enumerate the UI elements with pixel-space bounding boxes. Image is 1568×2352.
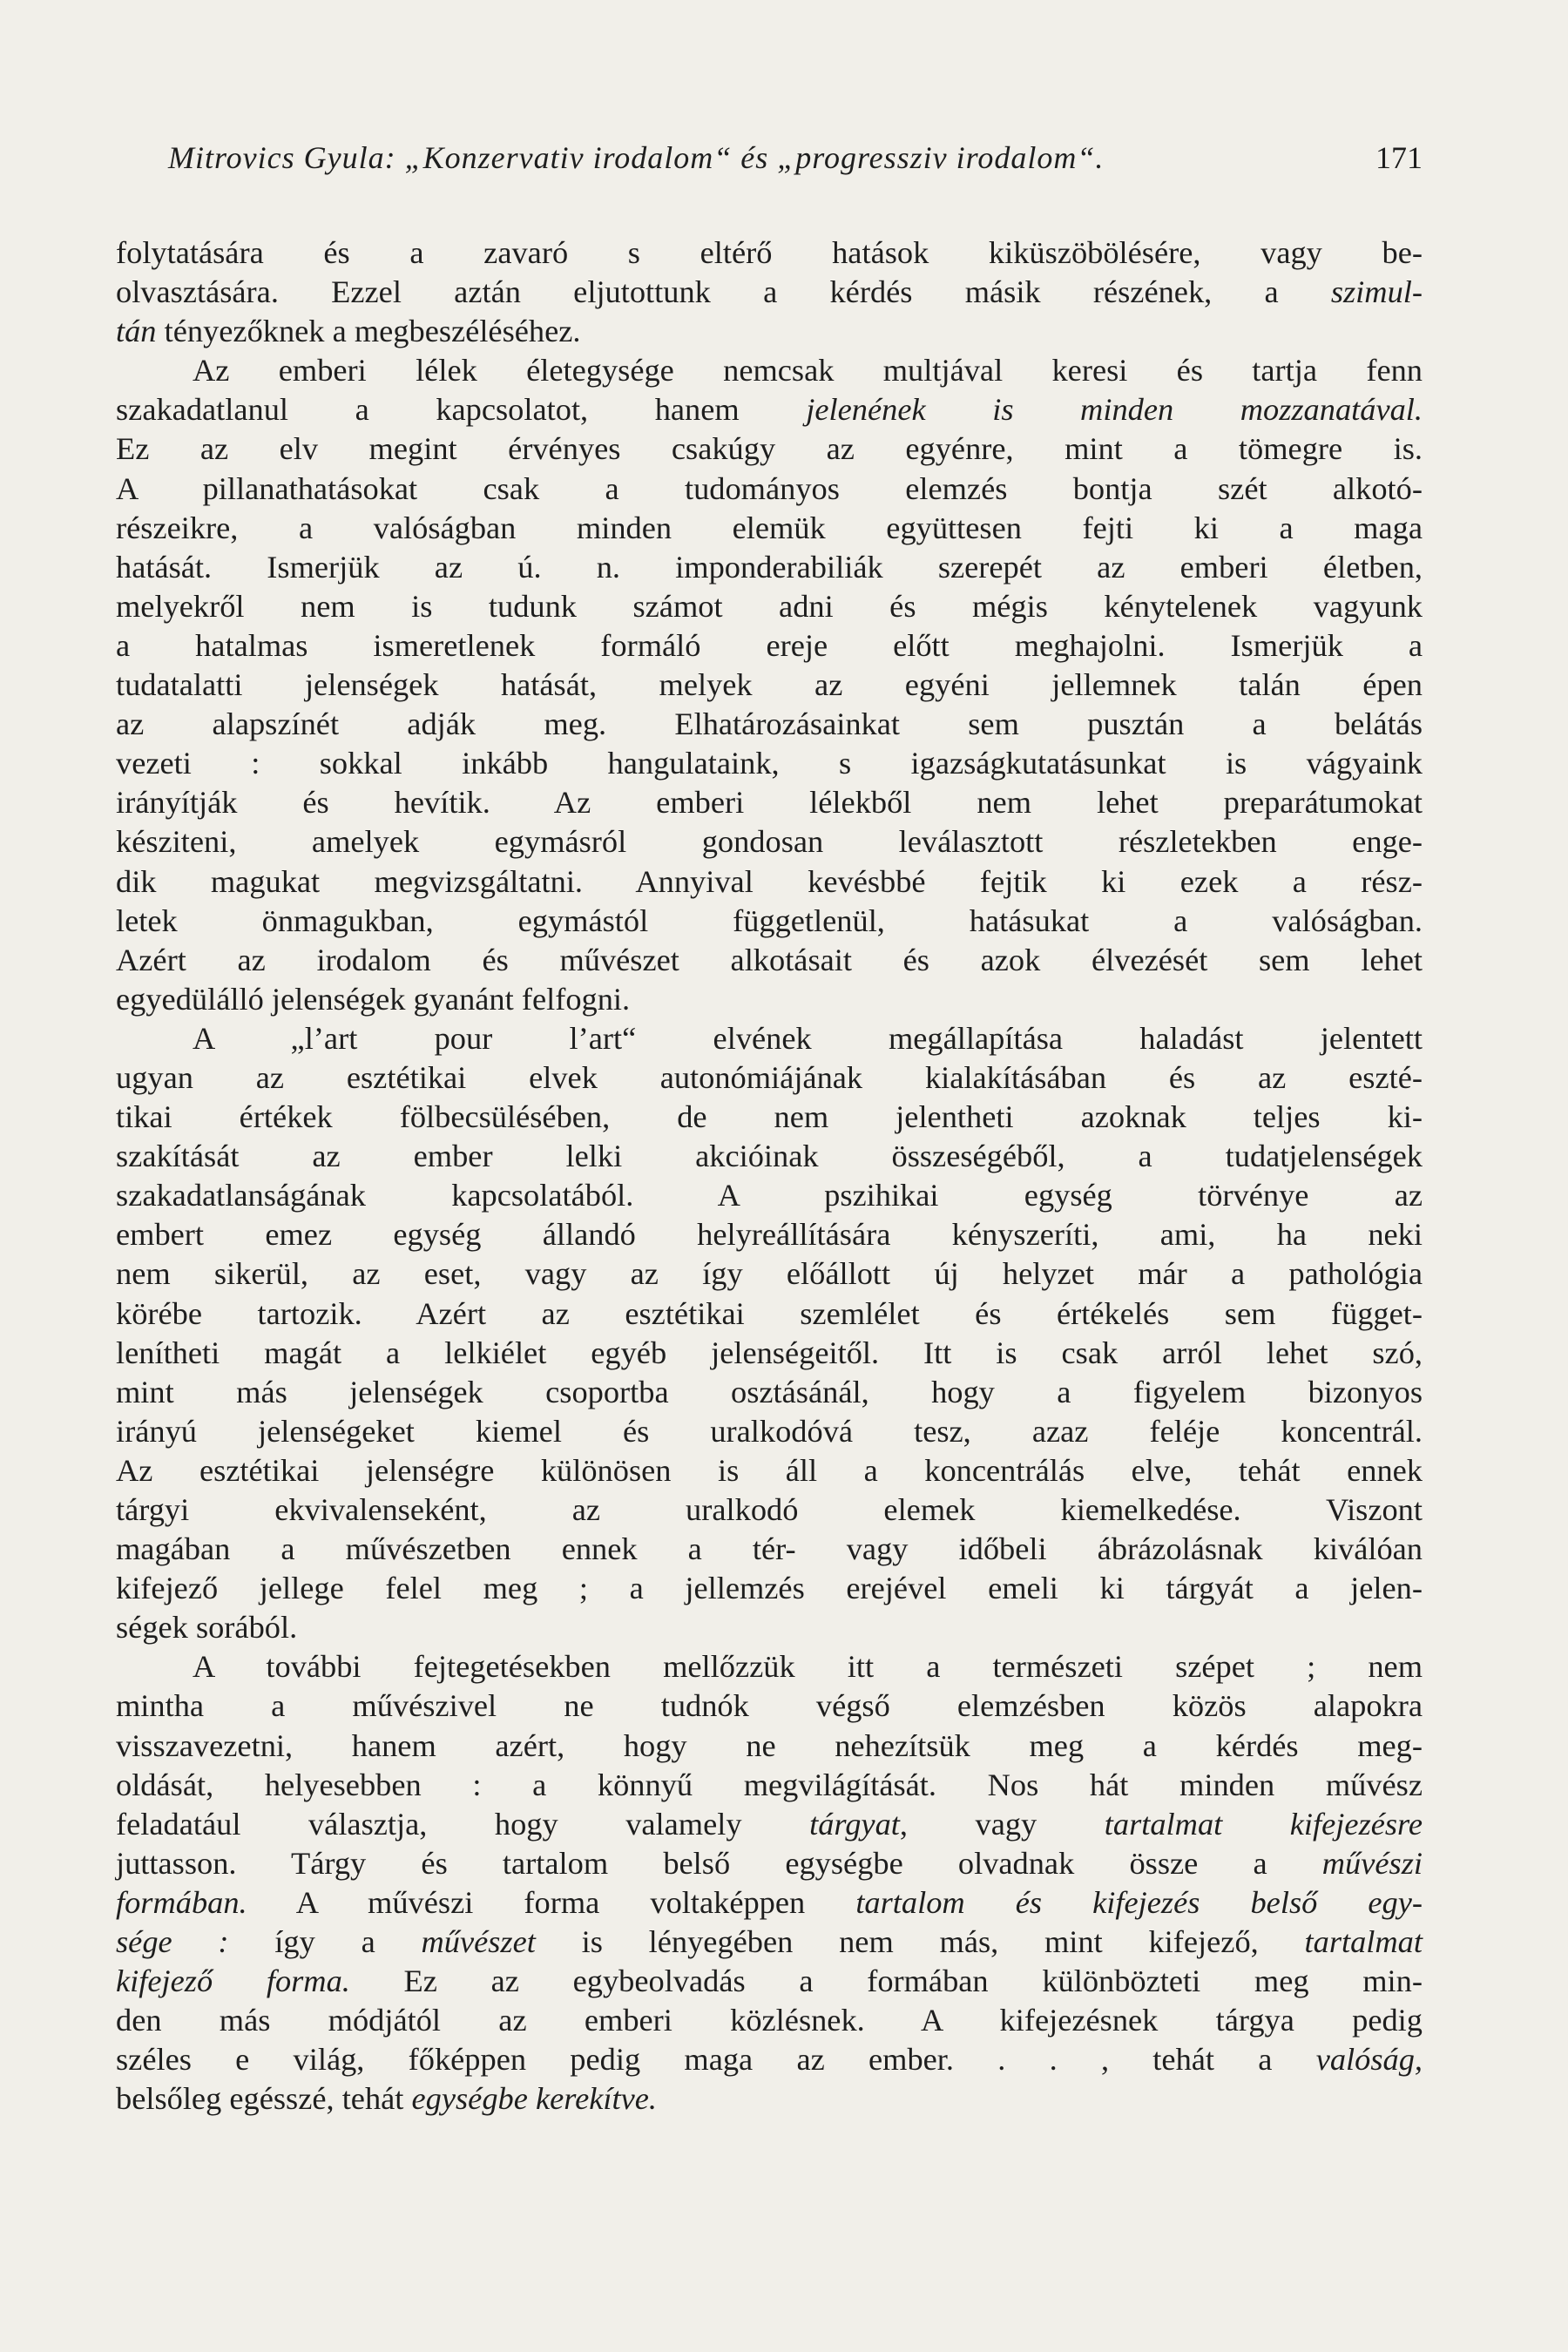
text-run: ugyan az esztétikai elvek autonómiájának kialakításában és az eszté- xyxy=(116,1059,1423,1095)
text-line xyxy=(116,1686,1423,1726)
text-run: szakadatlanságának kapcsolatából. A pszihikai egység törvénye az xyxy=(116,1178,1423,1213)
text-line xyxy=(116,822,1423,862)
text-line xyxy=(116,351,1423,390)
paragraph xyxy=(116,1019,1423,1648)
text-run: A „l’art pour l’art“ elvének megállapítása haladást jelentett xyxy=(193,1020,1423,1056)
running-head xyxy=(116,139,1423,176)
text-run: den más módjától az emberi közlésnek. A kifejezésnek tárgya pedig xyxy=(116,2003,1423,2038)
text-run: egyedülálló jelenségek gyanánt felfogni. xyxy=(116,981,631,1017)
italic-text: egységbe kerekítve. xyxy=(411,2081,658,2117)
text-line xyxy=(116,2040,1423,2079)
text-run: folytatására és a zavaró s eltérő hatások kiküszöbölésére, vagy be- xyxy=(116,235,1423,270)
text-line xyxy=(116,587,1423,626)
text-run: vezeti : sokkal inkább hangulataink, s igazságkutatásunkat is vágyaink xyxy=(116,746,1423,781)
text-run: olvasztására. Ezzel aztán eljutottunk a kérdés másik részének, a xyxy=(116,274,1331,310)
text-line xyxy=(116,429,1423,469)
text-line xyxy=(116,1058,1423,1098)
text-line xyxy=(116,273,1423,312)
text-run: Azért az irodalom és művészet alkotásait és azok élvezését sem lehet xyxy=(116,942,1423,977)
text-line xyxy=(116,705,1423,744)
text-run: juttasson. Tárgy és tartalom belső egységbe olvadnak össze a xyxy=(116,1845,1322,1881)
text-run: dik magukat megvizsgáltatni. Annyival kevésbbé fejtik ki ezek a rész- xyxy=(116,863,1423,899)
text-run: körébe tartozik. Azért az esztétikai szemlélet és értékelés sem függet- xyxy=(116,1295,1423,1331)
text-run: késziteni, amelyek egymásról gondosan leválasztott részletekben enge- xyxy=(116,824,1423,860)
italic-text: művészet xyxy=(421,1924,536,1960)
text-line xyxy=(116,2079,1423,2119)
text-line xyxy=(116,1647,1423,1686)
text-line xyxy=(116,1294,1423,1334)
text-line xyxy=(116,1923,1423,1962)
italic-text: sége : xyxy=(116,1924,229,1960)
text-run: hatását. Ismerjük az ú. n. imponderabiliák szerepét az emberi életben, xyxy=(116,549,1423,585)
text-run: tényezőknek a megbeszéléséhez. xyxy=(156,314,581,349)
text-run: visszavezetni, hanem azért, hogy ne nehezítsük meg a kérdés meg- xyxy=(116,1727,1423,1763)
text-line xyxy=(116,980,1423,1019)
text-line xyxy=(116,1334,1423,1373)
text-run: belsőleg egésszé, tehát xyxy=(116,2081,412,2117)
text-run: irányú jelenségeket kiemel és uralkodóvá tesz, azaz feléje koncentrál. xyxy=(116,1413,1423,1449)
paragraph xyxy=(116,1647,1423,2119)
text-run: Ez az egybeolvadás a formában különbözteti meg min- xyxy=(349,1963,1423,1999)
italic-text: tartalmat xyxy=(1304,1924,1423,1960)
text-run: magában a művészetben ennek a tér- vagy időbeli ábrázolásnak kiválóan xyxy=(116,1531,1423,1567)
text-run: irányítják és hevítik. Az emberi lélekből nem lehet preparátumokat xyxy=(116,785,1423,821)
italic-text: tárgyat xyxy=(809,1806,900,1842)
text-run: széles e világ, főképpen pedig maga az ember. . . , tehát a xyxy=(116,2042,1316,2078)
text-run: Az emberi lélek életegysége nemcsak multjával keresi és tartja fenn xyxy=(193,353,1423,389)
text-line xyxy=(116,1766,1423,1805)
text-line xyxy=(116,941,1423,980)
text-line xyxy=(116,626,1423,666)
text-line xyxy=(116,1844,1423,1883)
text-line xyxy=(116,1254,1423,1294)
text-run: ségek sorából. xyxy=(116,1610,298,1646)
text-run: a hatalmas ismeretlenek formáló ereje előtt meghajolni. Ismerjük a xyxy=(116,627,1423,663)
text-line xyxy=(116,1727,1423,1766)
italic-text: tartalom és kifejezés belső egy- xyxy=(855,1884,1423,1920)
text-run: Az esztétikai jelenségre különösen is áll a koncentrálás elve, tehát ennek xyxy=(116,1452,1423,1488)
text-run: melyekről nem is tudunk számot adni és mégis kénytelenek vagyunk xyxy=(116,588,1423,624)
body-text xyxy=(116,233,1423,2119)
italic-text: szimul- xyxy=(1330,274,1423,310)
text-line xyxy=(116,1608,1423,1647)
text-line xyxy=(116,862,1423,902)
text-run: így a xyxy=(228,1924,422,1960)
italic-text: jelenének is minden mozzanatával. xyxy=(806,392,1423,428)
text-run: oldását, helyesebben : a könnyű megvilágítását. Nos hát minden művész xyxy=(116,1767,1423,1802)
text-line xyxy=(116,902,1423,941)
text-line xyxy=(116,666,1423,705)
text-run: A művészi forma voltaképpen xyxy=(247,1884,856,1920)
italic-text: valóság, xyxy=(1315,2042,1423,2078)
italic-text: kifejező forma. xyxy=(116,1963,350,1999)
page xyxy=(116,139,1423,2119)
text-run: A további fejtegetésekben mellőzzük itt a természeti szépet ; nem xyxy=(193,1649,1423,1685)
text-line xyxy=(116,1490,1423,1530)
text-line xyxy=(116,1451,1423,1490)
text-line xyxy=(116,1098,1423,1137)
text-run: tikai értékek fölbecsülésében, de nem jelentheti azoknak teljes ki- xyxy=(116,1099,1423,1135)
text-line xyxy=(116,1215,1423,1254)
italic-text: tartalmat kifejezésre xyxy=(1104,1806,1423,1842)
text-line xyxy=(116,1176,1423,1215)
text-run: lenítheti magát a lelkiélet egyéb jelenségeitől. Itt is csak arról lehet szó, xyxy=(116,1335,1423,1370)
text-line xyxy=(116,470,1423,509)
text-line xyxy=(116,312,1423,351)
text-run: tudatalatti jelenségek hatását, melyek az egyéni jellemnek talán épen xyxy=(116,667,1423,703)
text-run: is lényegében nem más, mint kifejező, xyxy=(535,1924,1305,1960)
text-line xyxy=(116,1019,1423,1058)
text-line xyxy=(116,1569,1423,1608)
text-run: Ez az elv megint érvényes csakúgy az egyénre, mint a tömegre is. xyxy=(116,431,1423,467)
text-line xyxy=(116,1412,1423,1451)
running-title: Mitrovics Gyula: „Konzervativ irodalom“ és „progressziv irodalom“. xyxy=(168,140,1105,175)
text-run: szakítását az ember lelki akcióinak összeségéből, a tudatjelenségek xyxy=(116,1139,1423,1174)
text-run: tárgyi ekvivalenseként, az uralkodó elemek kiemelkedése. Viszont xyxy=(116,1492,1423,1527)
text-line xyxy=(116,1373,1423,1412)
text-run: nem sikerül, az eset, vagy az így előállott új helyzet már a pathológia xyxy=(116,1256,1423,1292)
italic-text: tán xyxy=(116,314,157,349)
text-line xyxy=(116,548,1423,587)
italic-text: formában. xyxy=(116,1884,247,1920)
text-line xyxy=(116,1530,1423,1569)
text-run: részeikre, a valóságban minden elemük együttesen fejti ki a maga xyxy=(116,510,1423,545)
text-line xyxy=(116,1805,1423,1844)
text-run: embert emez egység állandó helyreállítására kényszeríti, ami, ha neki xyxy=(116,1217,1423,1253)
text-run: mintha a művészivel ne tudnók végső elemzésben közös alapokra xyxy=(116,1688,1423,1724)
text-line xyxy=(116,390,1423,429)
page-number: 171 xyxy=(1375,140,1423,175)
text-run: feladatául választja, hogy valamely xyxy=(116,1806,810,1842)
text-line xyxy=(116,1137,1423,1176)
text-run: szakadatlanul a kapcsolatot, hanem xyxy=(116,392,807,428)
text-line xyxy=(116,1962,1423,2001)
text-run: letek önmagukban, egymástól függetlenül, hatásukat a valóságban. xyxy=(116,902,1423,938)
text-run: mint más jelenségek csoportba osztásánál, hogy a figyelem bizonyos xyxy=(116,1374,1423,1409)
text-line xyxy=(116,783,1423,822)
text-run: A pillanathatásokat csak a tudományos elemzés bontja szét alkotó- xyxy=(116,470,1423,506)
text-line xyxy=(116,233,1423,273)
paragraph xyxy=(116,233,1423,351)
text-line xyxy=(116,509,1423,548)
text-run: , vagy xyxy=(899,1806,1105,1842)
paragraph xyxy=(116,351,1423,1019)
text-line xyxy=(116,744,1423,783)
text-line xyxy=(116,2001,1423,2040)
italic-text: művészi xyxy=(1321,1845,1423,1881)
text-run: az alapszínét adják meg. Elhatározásainkat sem pusztán a belátás xyxy=(116,706,1423,742)
text-run: kifejező jellege felel meg ; a jellemzés erejével emeli ki tárgyát a jelen- xyxy=(116,1571,1423,1606)
text-line xyxy=(116,1883,1423,1923)
